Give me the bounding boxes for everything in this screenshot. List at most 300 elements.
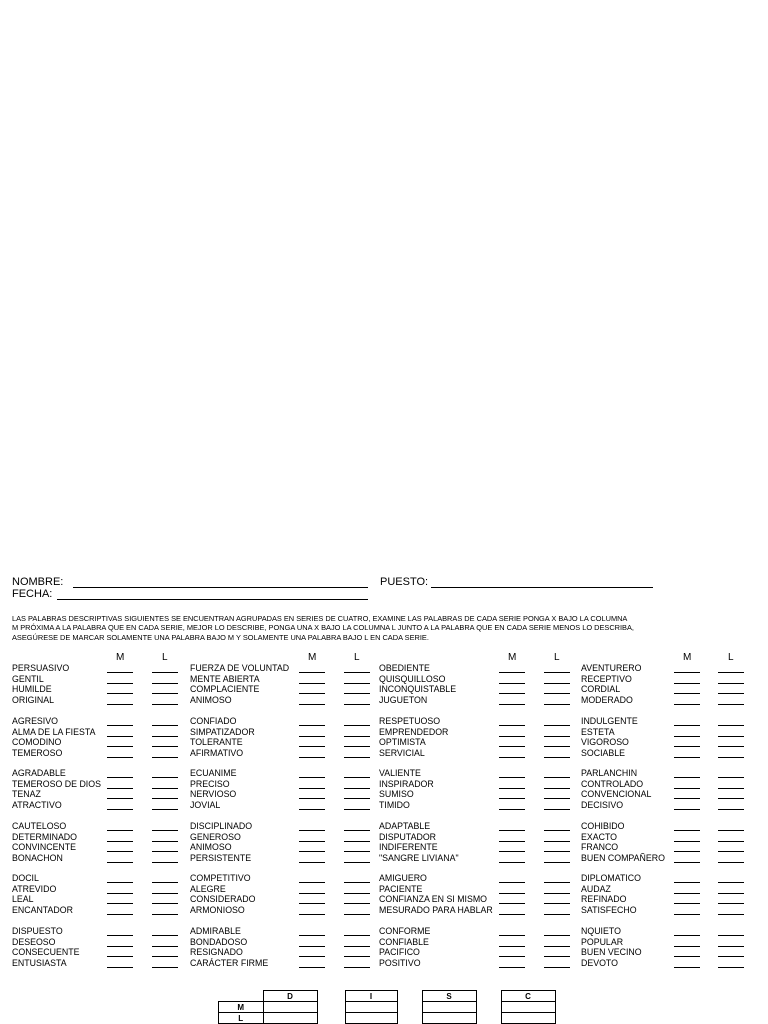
descriptor-word: GENTIL (12, 673, 44, 684)
descriptor-word: AVENTURERO (581, 663, 642, 673)
blank-l[interactable] (344, 967, 370, 968)
blank-m[interactable] (499, 672, 525, 673)
column-header-l: L (728, 652, 734, 663)
descriptor-word: PACIENTE (379, 883, 423, 894)
descriptor-word: ENCANTADOR (12, 904, 73, 915)
blank-l[interactable] (344, 746, 370, 747)
descriptor-word: COHIBIDO (581, 821, 625, 831)
descriptor-word: AUDAZ (581, 883, 611, 894)
blank-l[interactable] (344, 736, 370, 737)
descriptor-word: BONACHON (12, 852, 63, 863)
blank-l[interactable] (344, 946, 370, 947)
descriptor-word: EXACTO (581, 831, 618, 842)
descriptor-word: JUGUETON (379, 694, 428, 705)
score-cell[interactable] (263, 1013, 317, 1024)
blank-m[interactable] (107, 956, 133, 957)
descriptor-word: BUEN COMPAÑERO (581, 852, 665, 863)
blank-l[interactable] (544, 788, 570, 789)
descriptor-word: QUISQUILLOSO (379, 673, 446, 684)
blank-l[interactable] (718, 788, 744, 789)
blank-l[interactable] (718, 935, 744, 936)
blank-l[interactable] (152, 914, 178, 915)
blank-l[interactable] (718, 862, 744, 863)
descriptor-word: BONDADOSO (190, 936, 248, 947)
blank-l[interactable] (718, 830, 744, 831)
blank-m[interactable] (674, 862, 700, 863)
descriptor-word: JOVIAL (190, 799, 221, 810)
blank-l[interactable] (544, 967, 570, 968)
descriptor-word: SIMPATIZADOR (190, 726, 255, 737)
blank-l[interactable] (152, 935, 178, 936)
blank-l[interactable] (152, 683, 178, 684)
score-cell[interactable] (422, 1013, 476, 1024)
blank-m[interactable] (499, 704, 525, 705)
descriptor-word: RECEPTIVO (581, 673, 632, 684)
blank-m[interactable] (107, 736, 133, 737)
descriptor-word: COMPETITIVO (190, 873, 251, 883)
blank-l[interactable] (544, 935, 570, 936)
blank-m[interactable] (674, 683, 700, 684)
blank-m[interactable] (107, 862, 133, 863)
score-row-label-l: L (219, 1013, 264, 1024)
nombre-field[interactable] (73, 587, 368, 588)
blank-l[interactable] (718, 693, 744, 694)
descriptor-word: CONTROLADO (581, 778, 644, 789)
blank-l[interactable] (544, 914, 570, 915)
blank-m[interactable] (674, 946, 700, 947)
descriptor-word: BUEN VECINO (581, 947, 642, 957)
blank-l[interactable] (344, 841, 370, 842)
descriptor-word: COMODINO (12, 737, 62, 747)
blank-m[interactable] (674, 757, 700, 758)
blank-l[interactable] (152, 693, 178, 694)
blank-l[interactable] (544, 893, 570, 894)
blank-m[interactable] (499, 893, 525, 894)
descriptor-word: PARLANCHIN (581, 768, 638, 778)
blank-l[interactable] (152, 704, 178, 705)
descriptor-word: CARÁCTER FIRME (190, 957, 269, 968)
blank-m[interactable] (674, 693, 700, 694)
column-header-l: L (354, 652, 360, 663)
blank-l[interactable] (718, 956, 744, 957)
blank-m[interactable] (107, 893, 133, 894)
descriptor-word: PERSISTENTE (190, 852, 252, 863)
descriptor-word: GENEROSO (190, 831, 241, 842)
score-cell[interactable] (501, 1013, 555, 1024)
descriptor-word: REFINADO (581, 894, 627, 904)
blank-m[interactable] (107, 704, 133, 705)
fecha-label: FECHA: (12, 588, 53, 600)
instruction-line: M PRÓXIMA A LA PALABRA QUE EN CADA SERIE, MEJOR LO DESCRIBE, PONGA UNA X BAJO LA COLUMNA L JUNTO A LA PALABRA QUE EN CADA SERIE MENOS LO DESCRIBA, (12, 623, 634, 633)
descriptor-word: CONFORME (379, 926, 431, 936)
blank-l[interactable] (344, 798, 370, 799)
blank-l[interactable] (718, 683, 744, 684)
descriptor-word: FUERZA DE VOLUNTAD (190, 663, 290, 673)
blank-m[interactable] (107, 777, 133, 778)
blank-m[interactable] (299, 683, 325, 684)
column-header-l: L (162, 652, 168, 663)
blank-l[interactable] (718, 746, 744, 747)
descriptor-word: TEMEROSO (12, 747, 63, 758)
puesto-field[interactable] (431, 587, 653, 588)
descriptor-word: SOCIABLE (581, 747, 626, 758)
blank-m[interactable] (499, 777, 525, 778)
blank-m[interactable] (107, 903, 133, 904)
blank-l[interactable] (344, 893, 370, 894)
blank-m[interactable] (499, 862, 525, 863)
blank-m[interactable] (299, 736, 325, 737)
column-header-m: M (308, 652, 317, 663)
blank-l[interactable] (718, 946, 744, 947)
blank-m[interactable] (499, 882, 525, 883)
blank-l[interactable] (152, 746, 178, 747)
blank-l[interactable] (544, 683, 570, 684)
score-header-i: I (345, 991, 397, 1002)
descriptor-word: DIPLOMATICO (581, 873, 641, 883)
blank-m[interactable] (499, 746, 525, 747)
descriptor-word: CONSIDERADO (190, 894, 256, 904)
score-header-d: D (263, 991, 317, 1002)
blank-l[interactable] (544, 903, 570, 904)
blank-l[interactable] (544, 851, 570, 852)
blank-l[interactable] (344, 777, 370, 778)
blank-m[interactable] (499, 693, 525, 694)
blank-l[interactable] (344, 704, 370, 705)
blank-l[interactable] (152, 777, 178, 778)
blank-l[interactable] (718, 725, 744, 726)
column-header-m: M (116, 652, 125, 663)
blank-l[interactable] (344, 903, 370, 904)
descriptor-word: COMPLACIENTE (190, 684, 260, 694)
blank-l[interactable] (152, 862, 178, 863)
descriptor-word: ANIMOSO (190, 694, 232, 705)
blank-m[interactable] (299, 946, 325, 947)
blank-m[interactable] (674, 736, 700, 737)
fecha-field[interactable] (57, 599, 368, 600)
descriptor-word: ORIGINAL (12, 694, 55, 705)
blank-l[interactable] (718, 672, 744, 673)
blank-l[interactable] (152, 851, 178, 852)
instruction-line: ASEGÚRESE DE MARCAR SOLAMENTE UNA PALABRA BAJO M Y SOLAMENTE UNA PALABRA BAJO L EN CADA SERIE. (12, 632, 429, 642)
blank-m[interactable] (107, 914, 133, 915)
blank-m[interactable] (107, 788, 133, 789)
blank-m[interactable] (107, 757, 133, 758)
blank-m[interactable] (299, 693, 325, 694)
blank-l[interactable] (152, 967, 178, 968)
blank-m[interactable] (299, 777, 325, 778)
descriptor-word: DEVOTO (581, 957, 618, 968)
blank-m[interactable] (674, 841, 700, 842)
descriptor-word: ATREVIDO (12, 883, 57, 894)
descriptor-word: DISCIPLINADO (190, 821, 253, 831)
blank-m[interactable] (107, 967, 133, 968)
blank-l[interactable] (718, 809, 744, 810)
descriptor-word: CONVINCENTE (12, 842, 77, 852)
descriptor-word: SATISFECHO (581, 904, 637, 915)
blank-m[interactable] (499, 956, 525, 957)
descriptor-word: DECISIVO (581, 799, 624, 810)
blank-l[interactable] (544, 862, 570, 863)
blank-m[interactable] (499, 851, 525, 852)
blank-m[interactable] (299, 798, 325, 799)
blank-l[interactable] (344, 935, 370, 936)
blank-m[interactable] (499, 757, 525, 758)
blank-m[interactable] (499, 914, 525, 915)
blank-m[interactable] (107, 672, 133, 673)
blank-l[interactable] (344, 914, 370, 915)
blank-m[interactable] (299, 788, 325, 789)
blank-m[interactable] (499, 935, 525, 936)
blank-l[interactable] (152, 736, 178, 737)
blank-m[interactable] (674, 798, 700, 799)
blank-m[interactable] (674, 725, 700, 726)
blank-l[interactable] (544, 672, 570, 673)
descriptor-word: ECUANIME (190, 768, 237, 778)
blank-m[interactable] (299, 809, 325, 810)
blank-l[interactable] (544, 725, 570, 726)
instruction-line: LAS PALABRAS DESCRIPTIVAS SIGUIENTES SE ENCUENTRAN AGRUPADAS EN SERIES DE CUATRO, EXAMINE LAS PALABRAS DE CADA SERIE PONGA X BAJO LA COLUMNA (12, 614, 628, 623)
blank-l[interactable] (152, 672, 178, 673)
blank-m[interactable] (674, 704, 700, 705)
blank-m[interactable] (499, 683, 525, 684)
blank-l[interactable] (544, 956, 570, 957)
blank-m[interactable] (107, 841, 133, 842)
blank-l[interactable] (718, 914, 744, 915)
descriptor-word: INDULGENTE (581, 716, 638, 726)
blank-l[interactable] (718, 903, 744, 904)
descriptor-word: POSITIVO (379, 957, 421, 968)
blank-m[interactable] (299, 967, 325, 968)
blank-m[interactable] (674, 830, 700, 831)
descriptor-word: PERSUASIVO (12, 663, 70, 673)
blank-m[interactable] (107, 683, 133, 684)
blank-m[interactable] (299, 882, 325, 883)
blank-l[interactable] (344, 882, 370, 883)
descriptor-word: CONFIABLE (379, 936, 429, 947)
blank-m[interactable] (299, 903, 325, 904)
descriptor-word: ESTETA (581, 726, 615, 737)
blank-l[interactable] (544, 777, 570, 778)
descriptor-word: AFIRMATIVO (190, 747, 244, 758)
blank-l[interactable] (544, 704, 570, 705)
blank-l[interactable] (544, 746, 570, 747)
descriptor-word: ADAPTABLE (379, 821, 431, 831)
descriptor-word: AGRADABLE (12, 768, 66, 778)
descriptor-word: DISPUTADOR (379, 831, 437, 842)
descriptor-word: DOCIL (12, 873, 39, 883)
blank-m[interactable] (674, 956, 700, 957)
descriptor-word: LEAL (12, 894, 34, 904)
blank-l[interactable] (544, 882, 570, 883)
blank-m[interactable] (299, 830, 325, 831)
blank-l[interactable] (152, 893, 178, 894)
blank-m[interactable] (299, 893, 325, 894)
blank-l[interactable] (344, 830, 370, 831)
descriptor-word: CORDIAL (581, 684, 621, 694)
blank-m[interactable] (674, 914, 700, 915)
score-cell[interactable] (422, 1002, 476, 1013)
blank-l[interactable] (344, 672, 370, 673)
blank-l[interactable] (718, 841, 744, 842)
blank-l[interactable] (718, 967, 744, 968)
blank-l[interactable] (544, 798, 570, 799)
blank-m[interactable] (674, 788, 700, 789)
blank-m[interactable] (299, 704, 325, 705)
blank-l[interactable] (544, 693, 570, 694)
blank-m[interactable] (674, 903, 700, 904)
blank-m[interactable] (107, 851, 133, 852)
blank-l[interactable] (344, 683, 370, 684)
descriptor-word: CONSECUENTE (12, 947, 80, 957)
blank-l[interactable] (344, 956, 370, 957)
blank-l[interactable] (152, 956, 178, 957)
blank-m[interactable] (499, 809, 525, 810)
blank-l[interactable] (544, 736, 570, 737)
blank-m[interactable] (499, 946, 525, 947)
blank-m[interactable] (674, 777, 700, 778)
blank-m[interactable] (107, 882, 133, 883)
descriptor-word: ALMA DE LA FIESTA (12, 726, 96, 737)
blank-l[interactable] (344, 862, 370, 863)
blank-l[interactable] (718, 777, 744, 778)
descriptor-word: CONFIADO (190, 716, 237, 726)
blank-m[interactable] (674, 672, 700, 673)
blank-l[interactable] (344, 693, 370, 694)
blank-m[interactable] (299, 862, 325, 863)
descriptor-word: INSPIRADOR (379, 778, 434, 789)
blank-l[interactable] (152, 809, 178, 810)
blank-l[interactable] (718, 893, 744, 894)
descriptor-word: ALEGRE (190, 883, 226, 894)
blank-m[interactable] (674, 967, 700, 968)
blank-l[interactable] (152, 798, 178, 799)
descriptor-word: VIGOROSO (581, 737, 629, 747)
blank-l[interactable] (544, 757, 570, 758)
descriptor-word: CONVENCIONAL (581, 789, 652, 799)
blank-m[interactable] (499, 830, 525, 831)
blank-m[interactable] (499, 788, 525, 789)
blank-m[interactable] (299, 757, 325, 758)
blank-m[interactable] (499, 736, 525, 737)
blank-l[interactable] (718, 851, 744, 852)
blank-m[interactable] (107, 746, 133, 747)
descriptor-word: CAUTELOSO (12, 821, 67, 831)
blank-m[interactable] (674, 746, 700, 747)
blank-l[interactable] (718, 882, 744, 883)
blank-m[interactable] (499, 903, 525, 904)
descriptor-word: MODERADO (581, 694, 633, 705)
descriptor-word: NQUIETO (581, 926, 621, 936)
blank-m[interactable] (674, 851, 700, 852)
blank-l[interactable] (718, 704, 744, 705)
blank-m[interactable] (499, 798, 525, 799)
blank-m[interactable] (107, 935, 133, 936)
blank-m[interactable] (299, 956, 325, 957)
blank-m[interactable] (299, 914, 325, 915)
blank-m[interactable] (674, 882, 700, 883)
descriptor-word: SERVICIAL (379, 747, 425, 758)
instructions (12, 614, 732, 642)
score-cell[interactable] (263, 1002, 317, 1013)
blank-l[interactable] (152, 788, 178, 789)
blank-m[interactable] (674, 935, 700, 936)
blank-l[interactable] (152, 830, 178, 831)
score-cell[interactable] (345, 1002, 397, 1013)
blank-m[interactable] (299, 672, 325, 673)
blank-l[interactable] (152, 757, 178, 758)
descriptor-word: TENAZ (12, 789, 41, 799)
descriptor-word: OBEDIENTE (379, 663, 430, 673)
descriptor-word: HUMILDE (12, 684, 52, 694)
descriptor-word: CONFIANZA EN SI MISMO (379, 894, 488, 904)
blank-l[interactable] (344, 757, 370, 758)
score-cell[interactable] (345, 1013, 397, 1024)
blank-m[interactable] (299, 851, 325, 852)
blank-l[interactable] (544, 841, 570, 842)
blank-l[interactable] (544, 830, 570, 831)
descriptor-word: INCONQUISTABLE (379, 684, 457, 694)
column-header-m: M (508, 652, 517, 663)
column-header-m: M (683, 652, 692, 663)
column-header-l: L (554, 652, 560, 663)
descriptor-word: DETERMINADO (12, 831, 78, 842)
blank-m[interactable] (107, 946, 133, 947)
blank-l[interactable] (718, 798, 744, 799)
blank-l[interactable] (718, 757, 744, 758)
blank-l[interactable] (718, 736, 744, 737)
blank-m[interactable] (107, 809, 133, 810)
blank-m[interactable] (499, 725, 525, 726)
descriptor-word: ATRACTIVO (12, 799, 62, 810)
descriptor-word: RESIGNADO (190, 947, 243, 957)
blank-l[interactable] (544, 946, 570, 947)
blank-l[interactable] (344, 725, 370, 726)
blank-m[interactable] (499, 967, 525, 968)
blank-m[interactable] (299, 841, 325, 842)
blank-l[interactable] (344, 809, 370, 810)
blank-m[interactable] (107, 725, 133, 726)
blank-m[interactable] (299, 725, 325, 726)
descriptor-word: MENTE ABIERTA (190, 673, 260, 684)
blank-l[interactable] (344, 851, 370, 852)
blank-l[interactable] (344, 788, 370, 789)
descriptor-word: TIMIDO (379, 799, 410, 810)
descriptor-word: TOLERANTE (190, 737, 243, 747)
descriptor-word: ANIMOSO (190, 842, 232, 852)
blank-l[interactable] (544, 809, 570, 810)
score-cell[interactable] (501, 1002, 555, 1013)
descriptor-word: INDIFERENTE (379, 842, 438, 852)
blank-l[interactable] (152, 946, 178, 947)
descriptor-word: ENTUSIASTA (12, 957, 67, 968)
blank-m[interactable] (499, 841, 525, 842)
descriptor-word: DISPUESTO (12, 926, 63, 936)
blank-l[interactable] (152, 841, 178, 842)
blank-m[interactable] (107, 693, 133, 694)
blank-l[interactable] (152, 903, 178, 904)
blank-l[interactable] (152, 882, 178, 883)
blank-m[interactable] (107, 798, 133, 799)
blank-m[interactable] (674, 809, 700, 810)
blank-m[interactable] (674, 893, 700, 894)
descriptor-word: OPTIMISTA (379, 737, 426, 747)
blank-m[interactable] (299, 935, 325, 936)
descriptor-word: MESURADO PARA HABLAR (379, 904, 493, 915)
blank-m[interactable] (107, 830, 133, 831)
blank-m[interactable] (299, 746, 325, 747)
blank-l[interactable] (152, 725, 178, 726)
descriptor-word: PACIFICO (379, 947, 420, 957)
